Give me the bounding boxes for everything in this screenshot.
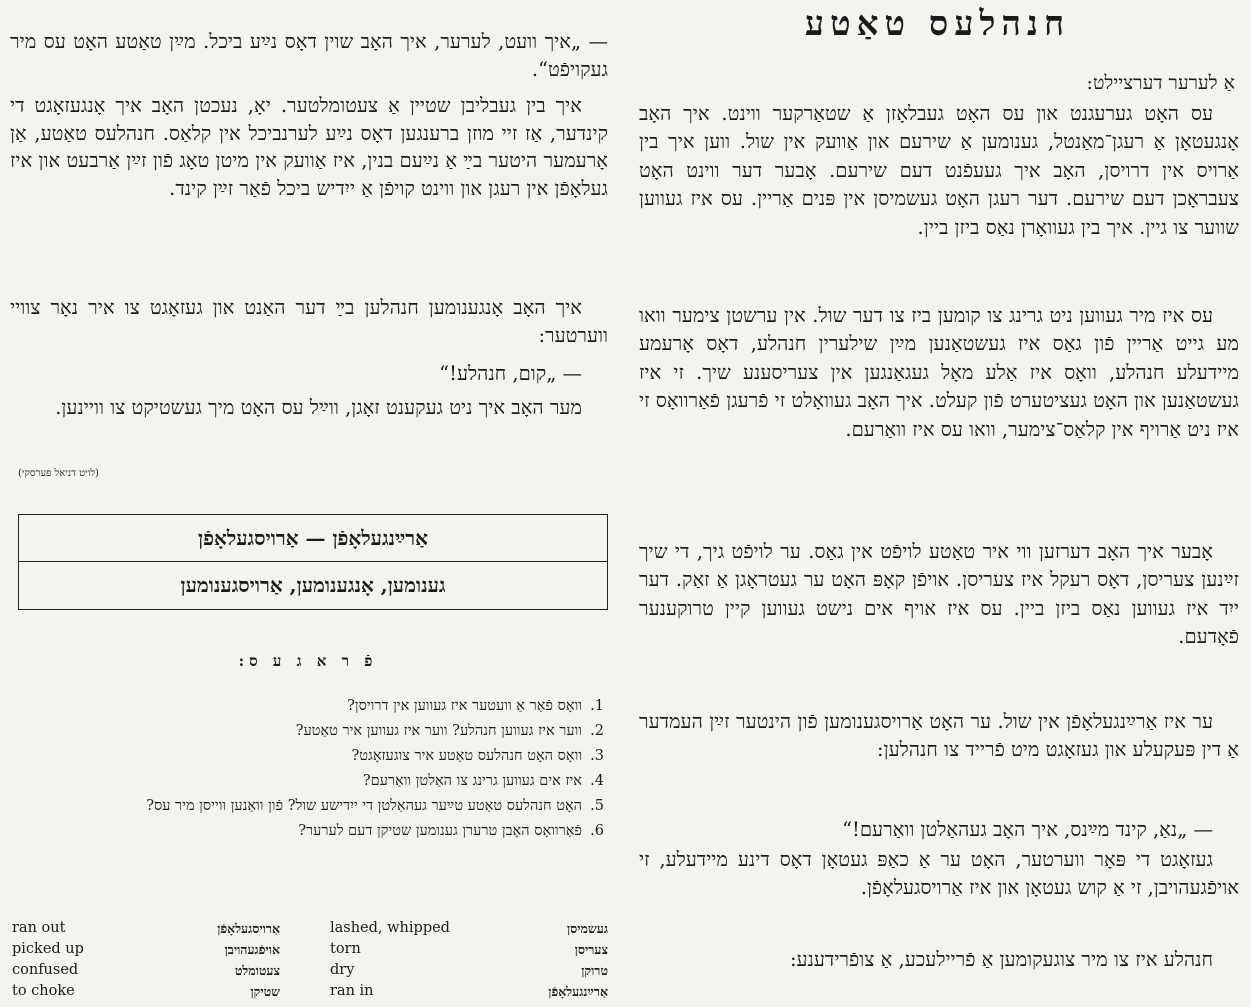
paragraph [10, 28, 608, 83]
question-text: פֿאַרוואָס האָבן טרערן גענומען שטיקן דעם לערער? [298, 823, 582, 839]
paragraph [639, 708, 1239, 765]
paragraph-text: געזאָגט די פּאָר ווערטער, האָט ער אַ כאַפּ געטאָן דאָס דינע מיידעלע, זי אויפֿגעהויבן, זי אַ קוש געטאָן און איז אַרויסגעלאָפֿן. [639, 848, 1239, 900]
question-item [8, 819, 604, 844]
paragraph-text: אָבער איך האָב דערזען ווי איר טאַטע לויפֿט אין גאַס. ער לויפֿט גיך, די שיך זײַנען צעריסן, דאָס רעקל איז צעריסן. אויפֿן קאָפּ האָט ער געטראָגן אַ זאַק. דער ייִד איז געווען נאַס ביזן ביין. עס איז אויף אים נישט געווען קיין טרוקענער פֿאָדעם. [639, 540, 1239, 649]
question-number: 3. [590, 748, 604, 764]
paragraph [10, 360, 608, 388]
vocabulary-box [18, 514, 608, 610]
right-column [636, 0, 1239, 1007]
glossary [12, 918, 608, 1004]
paragraph [639, 100, 1239, 242]
paragraph-text: עס איז מיר געווען ניט גרינג צו קומען ביז צו דער שול. אין ערשטן צימער וואו מע גייט אַריין פֿון גאַס איז געשטאַנען מײַן שילערין חנהלע, דאָס אָרעמע מיידעלע חנהלע, וואָס איז אַלע מאָל געגאַנגען אין צעריסענע שיך. זי איז געשטאַנען און האָט געציטערט פֿון קעלט. איך האָב געוואָלט זי פֿרעגן פֿאַרוואָס זי איז ניט אַרויף אין קלאַס־צימער, וואו עס איז וואַרעם. [639, 304, 1239, 441]
paragraph-text: איך בין געבליבן שטיין אַ צעטומלטער. יאָ, נעכטן האָב איך אָנגעזאָגט די קינדער, אַז זיי מוזן ברענגען דאָס נײַע לערנביכל אין קלאַס. חנהלעס טאַטע, אַן אָרעמער היטער בײַ אַ נײַעם בנין, איז אַוועק אין מיטן טאָג פֿון זײַן אַרבעט און איז געלאָפֿן אין רעגן און ווינט קויפֿן אַ ייִדיש ביכל פֿאַר זײַן קינד. [10, 94, 608, 200]
glossary-english-term: ran out [12, 920, 66, 936]
author-credit: (לויט דניאל פערסקי) [18, 468, 99, 479]
glossary-english-column [330, 918, 450, 1002]
glossary-yiddish-term: טרוקן [581, 963, 608, 978]
question-item [8, 794, 604, 819]
glossary-english-term: torn [330, 941, 361, 957]
question-number: 5. [590, 798, 604, 814]
glossary-yiddish-column [498, 918, 608, 1002]
question-number: 2. [590, 723, 604, 739]
glossary-yiddish-column [162, 918, 280, 1002]
question-text: איז אים געווען גרינג צו האַלטן וואַרעם? [362, 773, 582, 789]
paragraph-text: חנהלע איז צו מיר צוגעקומען אַ פֿריילעכע, אַ צופֿרידענע: [789, 948, 1213, 971]
glossary-yiddish-term: אַרײַנגעלאָפֿן [548, 984, 608, 999]
question-item [8, 744, 604, 769]
paragraph-text: מער האָב איך ניט געקענט זאָגן, ווײַל עס האָט מיך געשטיקט צו וויינען. [55, 396, 582, 419]
paragraph-text: — „קום, חנהלע!“ [439, 362, 582, 385]
glossary-english-term: dry [330, 962, 355, 978]
paragraph-text: עס האָט גערעגנט און עס האָט געבלאָזן אַ שטאַרקער ווינט. איך האָב אָנגעטאָן אַ רעגן־מאַנטל, גענומען אַ שירעם און אַוועק אין שול. ווען איך בין אַרויס אין דרויסן, האָב איך געעפֿנט דעם שירעם. אָבער דער ווינט האָט צעבראָכן דעם שירעם. דער רעגן האָט געשמיסן אין פּנים אַריין. עס איז געווען שווער צו גיין. איך בין געוואָרן נאַס ביזן ביין. [639, 102, 1239, 239]
vocabulary-row: גענומען, אָנגענומען, אַרויסגענומען [19, 561, 607, 608]
questions-list [8, 694, 604, 844]
paragraph [10, 92, 608, 202]
salutation: אַ לערער דערציילט: [1086, 72, 1235, 94]
glossary-english-term: picked up [12, 941, 84, 957]
questions-heading: פֿ ר א ג ע ס: [238, 652, 378, 670]
glossary-yiddish-term: געשמיסן [566, 921, 608, 936]
story-title: חנהלעס טאַטע [804, 4, 1071, 44]
question-number: 1. [590, 698, 604, 714]
glossary-yiddish-term: שטיקן [250, 984, 280, 999]
paragraph-text: — „נאַ, קינד מײַנס, איך האָב געהאַלטן וואַרעם!“ [842, 818, 1213, 841]
paragraph [10, 394, 608, 422]
glossary-yiddish-term: צעטומלט [234, 963, 280, 978]
question-item [8, 719, 604, 744]
glossary-yiddish-term: צעריסן [574, 942, 608, 957]
question-number: 4. [590, 773, 604, 789]
question-item [8, 694, 604, 719]
paragraph [639, 946, 1239, 974]
vocabulary-row: אַרײַנגעלאָפֿן — אַרויסגעלאָפֿן [198, 525, 428, 550]
paragraph [10, 294, 608, 349]
paragraph [639, 538, 1239, 652]
question-text: האָט חנהלעס טאַטע טײַער געהאַלטן די ייִדישע שול? פֿון וואַנען ווייסן מיר עס? [146, 798, 582, 814]
left-column [8, 0, 608, 1007]
paragraph [639, 846, 1239, 903]
question-text: וואָס האָט חנהלעס טאַטע איר צוגעזאָגט? [351, 748, 582, 764]
glossary-english-term: confused [12, 962, 79, 978]
glossary-english-term: ran in [330, 983, 374, 999]
question-item [8, 769, 604, 794]
question-number: 6. [590, 823, 604, 839]
glossary-english-column [12, 918, 84, 1002]
question-text: ווער איז געווען חנהלע? ווער איז געווען איר טאַטע? [295, 723, 582, 739]
glossary-yiddish-term: אַרויסגעלאָפֿן [217, 921, 280, 936]
question-text: וואָס פֿאַר אַ וועטער איז געווען אין דרויסן? [347, 698, 582, 714]
paragraph [639, 816, 1239, 844]
glossary-english-term: lashed, whipped [330, 920, 450, 936]
paragraph-text: איך האָב אָנגענומען חנהלען בײַ דער האַנט און געזאָגט צו איר נאָר צוויי ווערטער: [10, 296, 608, 347]
glossary-yiddish-term: אויפֿגעהויבן [224, 942, 280, 957]
glossary-english-term: to choke [12, 983, 75, 999]
paragraph-text: ער איז אַרײַנגעלאָפֿן אין שול. ער האָט אַרויסגענומען פֿון הינטער זײַן העמדער אַ דין פּעקעלע און געזאָגט מיט פֿרייד צו חנהלען: [639, 710, 1239, 762]
paragraph-text: — „איך וועט, לערער, איך האָב שוין דאָס נײַע ביכל. מײַן טאַטע האָט עס מיר געקויפֿט“. [10, 30, 608, 81]
paragraph [639, 302, 1239, 444]
